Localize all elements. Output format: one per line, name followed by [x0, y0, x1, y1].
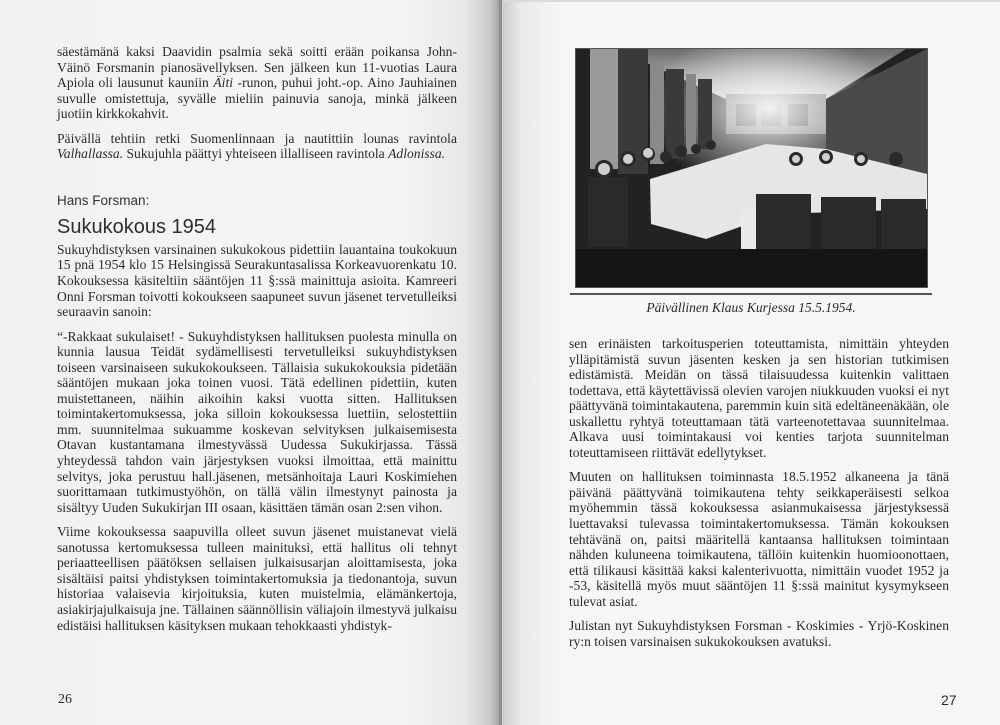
- article-author: Hans Forsman:: [57, 192, 150, 208]
- photo-rule: [570, 293, 932, 295]
- banquet-photo: [575, 48, 928, 288]
- article-heading: Sukukokous 1954: [57, 216, 217, 239]
- banquet-photo-image: [576, 49, 927, 287]
- photo-caption: Päivällinen Klaus Kurjessa 15.5.1954.: [646, 300, 856, 315]
- page-number-right: 27: [941, 692, 957, 708]
- page-edge: [503, 0, 1000, 2]
- body-paragraph: sen erinäisten tarkoitusperien toteuttamista, nimittäin yhteyden ylläpitämistä suvun jäsenten kesken ja sen historian tutkimisen edistämistä. Meidän on tässä tilaisuudessa kuitenkin valittaen todettava, että käytettävissä olevien varojen niukkuuden vuoksi ei nyt päättyvänä toimintakautena, paremmin kuin sitä edeltäneenäkään, ole uskallettu ryhtyä toteuttamaan tätä varteenotettavaa suunnitelmaa. Alkava uusi toimintakausi voi kenties tarjota suunnitelman toteuttamiseen riittävät edellytykset.: [569, 336, 949, 460]
- body-paragraph: “-Rakkaat sukulaiset! - Sukuyhdistyksen hallituksen puolesta minulla on kunnia lausua Teidät sydämellisesti tervetulleiksi sukuyhdistyksen toiseen varsinaiseen sukukokoukseen. Tällaisia sukukokouksia pidetään sääntöjen mukaan joka toinen vuosi. Tätä edellinen pidettiin, kuten muistettaneen, näihin aikoihin kaksi vuotta sitten. Hallituksen toimintakertomuksessa, joka silloin kokouksessa luettiin, selostettiin mm. suunnitelmaa sukuamme koskevan selvityksen julkaisemisesta Otavan kustantamana ilmestyvässä Uudessa Sukukirjassa. Tässä yhteydessä tahdon vain järjestyksen vuoksi ilmoittaa, että mainittu selvitys, joka perustuu hall.jäsenen, metsänhoitaja Lauri Koskimiehen suorittamaan tutkimustyöhön, on tällä välin ilmestynyt painosta ja sisältyy Uuden Sukukirjan III osaan, käsittäen tämän osan 2:sen vihon.: [57, 328, 457, 515]
- intro-paragraph-2: Päivällä tehtiin retki Suomenlinnaan ja nautittiin lounas ravintola Valhallassa. Sukujuhla päättyi yhteiseen illalliseen ravintola Adlonissa.: [57, 130, 457, 162]
- page-number-left: 26: [58, 692, 72, 707]
- photo-frame: [570, 48, 930, 292]
- body-paragraph: Muuten on hallituksen toiminnasta 18.5.1952 alkaneena ja tänä päivänä päättyvänä toimikautena tehty seikkaperäisesti selkoa myöhemmin tässä kokouksessa asianmukaisessa järjestyksessä luettavaksi tulevassa toimintakertomuksessa. Tämän kokouksen tehtävänä on, paitsi määritellä kantaansa hallituksen toimintaan nähden kuluneena toimikautena, tällöin kuitenkin huomioonottaen, että tilikausi käsittää kaksi kalenterivuotta, nimittäin vuodet 1952 ja -53, käsitellä myös muut sääntöjen 11 §:ssä mainitut kysymykseen tulevat asiat.: [569, 469, 949, 609]
- right-page-text: [569, 336, 949, 658]
- body-paragraph: Julistan nyt Sukuyhdistyksen Forsman - Koskimies - Yrjö-Koskinen ry:n toisen varsinaisen sukukokouksen avatuksi.: [569, 618, 949, 649]
- left-page-text: [57, 44, 457, 642]
- intro-paragraph-1: säestämänä kaksi Daavidin psalmia sekä soitti erään poikansa John-Väinö Forsmanin pianosävellyksen. Sen jälkeen kun 11-vuotias Laura Apiola oli lausunut kauniin Äiti -runon, puhui joht.-op. Aino Jauhiainen suvulle omistettuja, syvälle mieliin painuvia sanoja, minkä jälkeen juotiin kirkkokahvit.: [57, 44, 457, 122]
- book-gutter: [499, 0, 502, 725]
- body-paragraph: Sukuyhdistyksen varsinainen sukukokous pidettiin lauantaina toukokuun 15 pnä 1954 klo 15 Helsingissä Seurakuntasalissa Korkeavuorenkatu 10. Kokouksessa käsiteltiin sääntöjen 11 §:ssä mainittuja asioita. Kamreeri Onni Forsman toivotti kokoukseen saapuneet suvun jäsenet tervetulleiksi seuraavin sanoin:: [57, 241, 457, 320]
- body-paragraph: Viime kokouksessa saapuvilla olleet suvun jäsenet muistanevat vielä sanotussa kertomuksessa tulleen mainituksi, että hallitus oli tehnyt periaatteellisen päätöksen sellaisen julkaisusarjan aloittamisesta, joka sisältäisi paitsi yhdistyksen toimintakertomuksia ja tiedonantoja, suvun historiaa valaisevia kirjoituksia, kuten muistelmia, elämänkertoja, asiakirjajulkaisuja jne. Tällainen säännöllisin väliajoin ilmestyvä julkaisu edistäisi hallituksen käsityksen mukaan tehokkaasti yhdistyk-: [57, 524, 457, 633]
